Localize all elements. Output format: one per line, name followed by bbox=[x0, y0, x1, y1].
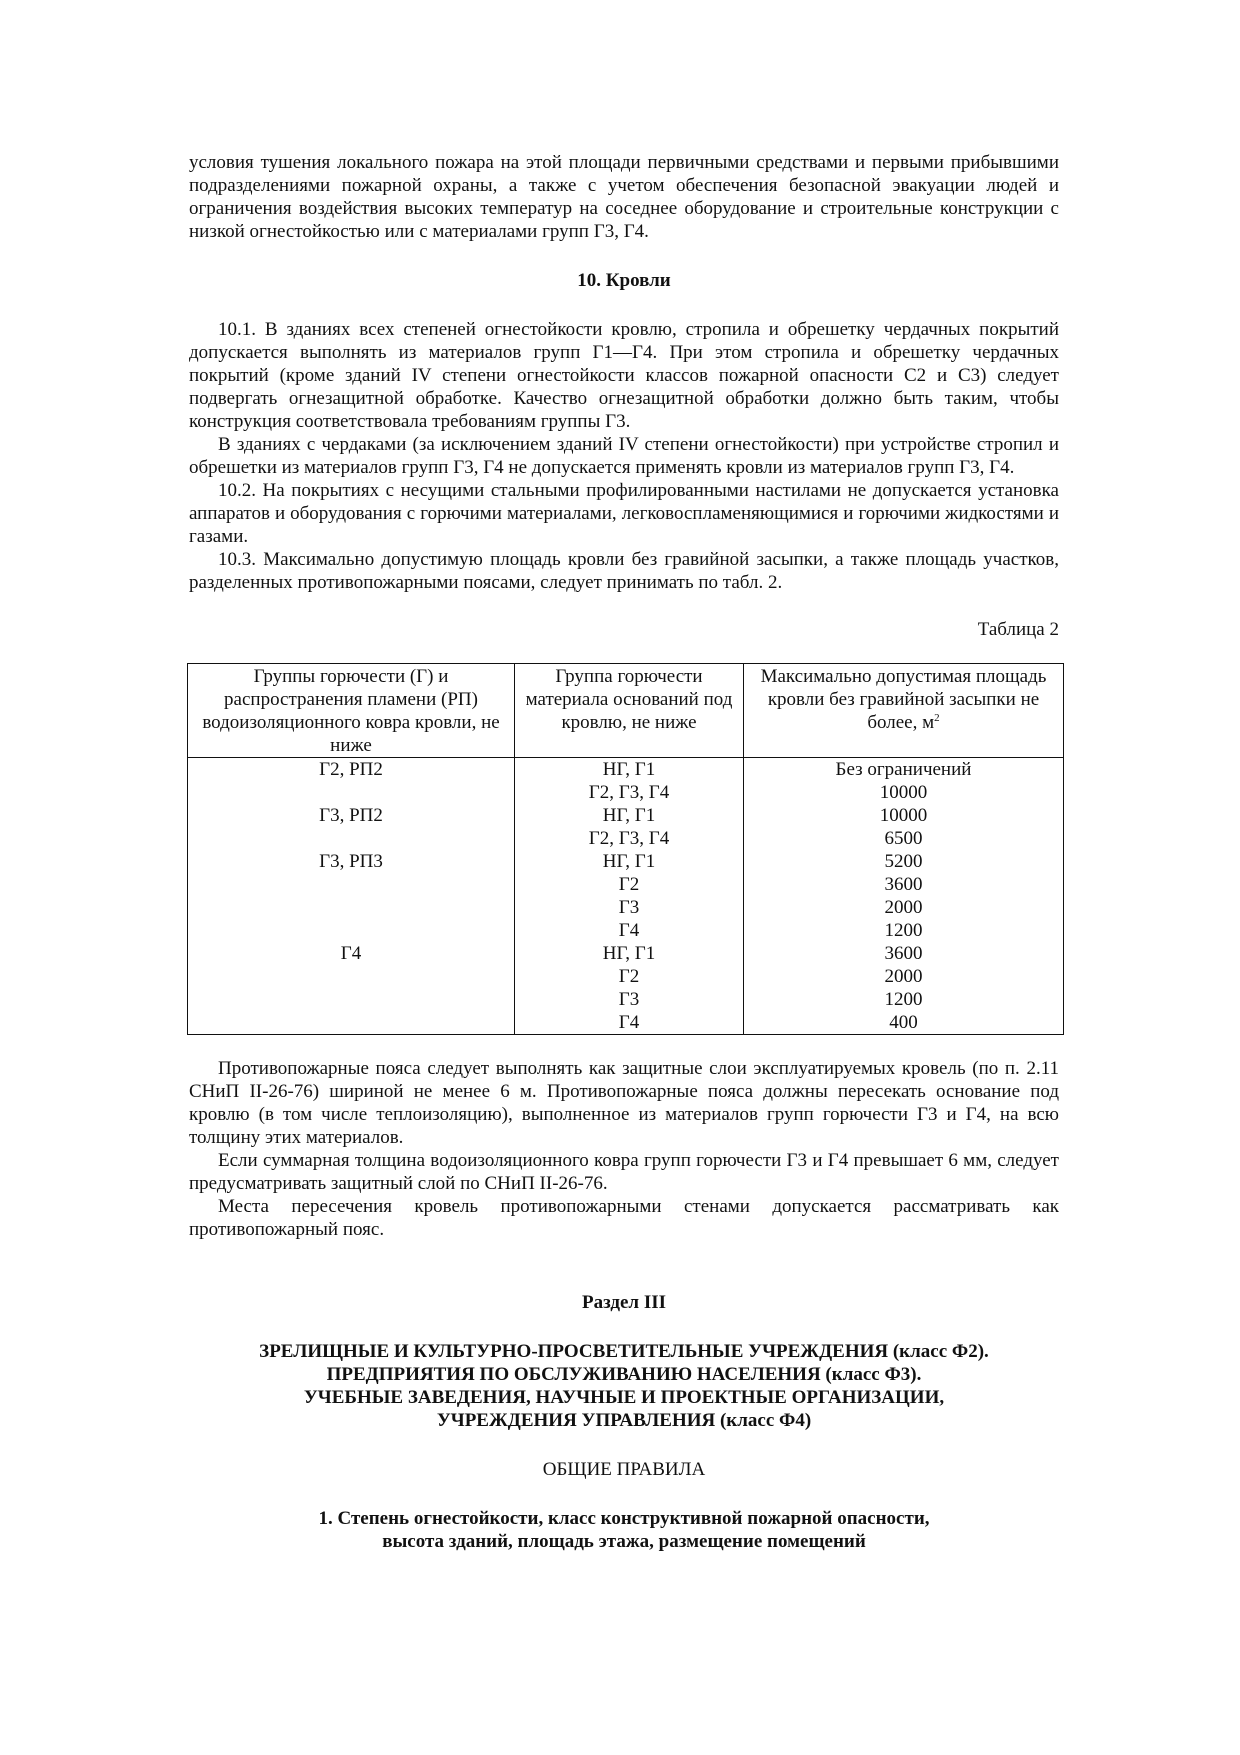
table-cell: 10000 bbox=[744, 781, 1064, 804]
paragraph-protective-layer: Если суммарная толщина водоизоляционного ковра групп горючести Г3 и Г4 превышает 6 мм, следует предусматривать защитный слой по СНиП II-26-76. bbox=[189, 1150, 1059, 1194]
table-cell: Г2 bbox=[515, 965, 744, 988]
table-header-max-roof-area bbox=[744, 664, 1064, 758]
section-3-heading-line: УЧЕБНЫЕ ЗАВЕДЕНИЯ, НАУЧНЫЕ И ПРОЕКТНЫЕ ОРГАНИЗАЦИИ, bbox=[303, 1387, 945, 1408]
section-3-title: Раздел III bbox=[581, 1292, 667, 1313]
table-cell bbox=[188, 988, 515, 1011]
subsection-1-heading bbox=[189, 1507, 1059, 1553]
table-row bbox=[188, 896, 1064, 919]
table-cell: НГ, Г1 bbox=[515, 758, 744, 782]
paragraph-fire-belts: Противопожарные пояса следует выполнять как защитные слои эксплуатируемых кровель (по п. 2.11 СНиП II-26-76) шириной не менее 6 м. Противопожарные пояса должны пересекать основание под кровлю (в том числе теплоизоляцию), выполненное из материалов групп горючести Г3 и Г4, на всю толщину этих материалов. bbox=[189, 1058, 1059, 1148]
table-cell bbox=[188, 873, 515, 896]
table-cell: Г4 bbox=[515, 919, 744, 942]
table-cell: Г3 bbox=[515, 896, 744, 919]
table-cell bbox=[188, 827, 515, 850]
document-page bbox=[189, 151, 1059, 1553]
table-cell: Г3, РП2 bbox=[188, 804, 515, 827]
table-row bbox=[188, 804, 1064, 827]
paragraph-10-1: 10.1. В зданиях всех степеней огнестойкости кровлю, стропила и обрешетку чердачных покрытий допускается выполнять из материалов групп Г1—Г4. При этом стропила и обрешетку чердачных покрытий (кроме зданий IV степени огнестойкости классов пожарной опасности С2 и С3) следует подвергать огнезащитной обработке. Качество огнезащитной обработки должно быть таким, чтобы конструкция соответствовала требованиям группы Г3. bbox=[189, 319, 1059, 432]
table-header-combustibility-group: Группы горючести (Г) и распространения пламени (РП) водоизоляционного ковра кровли, не ниже bbox=[188, 664, 515, 758]
table-row bbox=[188, 873, 1064, 896]
table-cell: Г2, Г3, Г4 bbox=[515, 781, 744, 804]
roof-area-table bbox=[187, 663, 1064, 1035]
table-row bbox=[188, 988, 1064, 1011]
table-row bbox=[188, 850, 1064, 873]
table-caption: Таблица 2 bbox=[977, 619, 1059, 640]
table-header-max-roof-area-text: Максимально допустимая площадь кровли без гравийной засыпки не более, м bbox=[760, 666, 1047, 733]
paragraph-10-3: 10.3. Максимально допустимую площадь кровли без гравийной засыпки, а также площадь участков, разделенных противопожарными поясами, следует принимать по табл. 2. bbox=[189, 549, 1059, 593]
table-row bbox=[188, 1011, 1064, 1035]
table-cell: 2000 bbox=[744, 965, 1064, 988]
section-3-heading-line: ПРЕДПРИЯТИЯ ПО ОБСЛУЖИВАНИЮ НАСЕЛЕНИЯ (класс Ф3). bbox=[326, 1364, 922, 1385]
table-cell: Г3 bbox=[515, 988, 744, 1011]
table-cell: 10000 bbox=[744, 804, 1064, 827]
table-cell bbox=[188, 965, 515, 988]
subsection-1-heading-line: 1. Степень огнестойкости, класс конструктивной пожарной опасности, bbox=[318, 1508, 930, 1529]
section-3-heading bbox=[189, 1340, 1059, 1432]
table-cell: НГ, Г1 bbox=[515, 804, 744, 827]
table-cell: Г3, РП3 bbox=[188, 850, 515, 873]
table-cell: 6500 bbox=[744, 827, 1064, 850]
table-cell: НГ, Г1 bbox=[515, 850, 744, 873]
table-row bbox=[188, 781, 1064, 804]
table-cell: 2000 bbox=[744, 896, 1064, 919]
table-header-row bbox=[188, 664, 1064, 758]
paragraph-10-2: 10.2. На покрытиях с несущими стальными профилированными настилами не допускается установка аппаратов и оборудования с горючими материалами, легковоспламеняющимися и горючими жидкостями и газами. bbox=[189, 480, 1059, 547]
table-cell: 1200 bbox=[744, 919, 1064, 942]
table-cell bbox=[188, 1011, 515, 1035]
intro-paragraph: условия тушения локального пожара на этой площади первичными средствами и первыми прибывшими подразделениями пожарной охраны, а также с учетом обеспечения безопасной эвакуации людей и ограничения воздействия высоких температур на соседнее оборудование и строительные конструкции с низкой огнестойкостью или с материалами групп Г3, Г4. bbox=[189, 152, 1059, 242]
table-row bbox=[188, 942, 1064, 965]
paragraph-attics: В зданиях с чердаками (за исключением зданий IV степени огнестойкости) при устройстве стропил и обрешетки из материалов групп Г3, Г4 не допускается применять кровли из материалов групп Г3, Г4. bbox=[189, 434, 1059, 478]
table-row bbox=[188, 758, 1064, 782]
table-cell: Г2, РП2 bbox=[188, 758, 515, 782]
table-cell: Г4 bbox=[188, 942, 515, 965]
section-3-heading-line: ЗРЕЛИЩНЫЕ И КУЛЬТУРНО-ПРОСВЕТИТЕЛЬНЫЕ УЧРЕЖДЕНИЯ (класс Ф2). bbox=[259, 1341, 989, 1362]
table-cell: 400 bbox=[744, 1011, 1064, 1035]
table-cell: 3600 bbox=[744, 873, 1064, 896]
table-header-base-material-group: Группа горючести материала оснований под кровлю, не ниже bbox=[515, 664, 744, 758]
section-3-heading-line: УЧРЕЖДЕНИЯ УПРАВЛЕНИЯ (класс Ф4) bbox=[436, 1410, 812, 1431]
table-cell bbox=[188, 781, 515, 804]
table-cell bbox=[188, 919, 515, 942]
table-cell: НГ, Г1 bbox=[515, 942, 744, 965]
table-cell bbox=[188, 896, 515, 919]
table-cell: Без ограничений bbox=[744, 758, 1064, 782]
table-cell: 3600 bbox=[744, 942, 1064, 965]
table-cell: 1200 bbox=[744, 988, 1064, 1011]
table-cell: Г2, Г3, Г4 bbox=[515, 827, 744, 850]
table-cell: 5200 bbox=[744, 850, 1064, 873]
table-cell: Г4 bbox=[515, 1011, 744, 1035]
superscript-square: 2 bbox=[934, 712, 940, 724]
general-rules-heading: ОБЩИЕ ПРАВИЛА bbox=[542, 1459, 706, 1480]
subsection-1-heading-line: высота зданий, площадь этажа, размещение помещений bbox=[382, 1531, 866, 1552]
paragraph-roof-intersections: Места пересечения кровель противопожарными стенами допускается рассматривать как противопожарный пояс. bbox=[189, 1196, 1059, 1240]
table-row bbox=[188, 965, 1064, 988]
table-row bbox=[188, 827, 1064, 850]
table-cell: Г2 bbox=[515, 873, 744, 896]
table-row bbox=[188, 919, 1064, 942]
section-10-title: 10. Кровли bbox=[577, 270, 671, 291]
